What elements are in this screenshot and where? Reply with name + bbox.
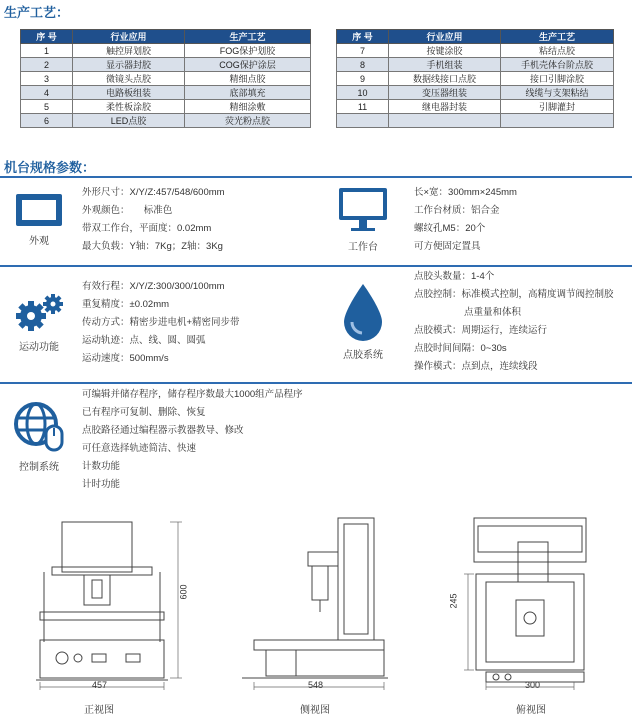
cell-index: 4 xyxy=(21,86,73,100)
spec-line: 计时功能 xyxy=(82,479,121,490)
motion-label: 运动功能 xyxy=(19,342,59,353)
cell-industry xyxy=(389,114,501,128)
control-spec-list xyxy=(82,386,303,494)
cell-industry: 电路板组装 xyxy=(73,86,185,100)
monitor-icon xyxy=(337,186,389,234)
table-row xyxy=(21,44,311,58)
col-header-industry: 行业应用 xyxy=(389,30,501,44)
specs-section-title: 机台规格参数： xyxy=(4,160,96,175)
top-view-drawing xyxy=(446,512,616,692)
divider xyxy=(0,176,632,178)
spec-line: 点胶路径通过编程器示教器教导、修改 xyxy=(82,425,244,436)
appearance-block xyxy=(8,192,70,247)
cell-index: 3 xyxy=(21,72,73,86)
spec-line: 工作台材质：铝合金 xyxy=(414,205,500,216)
divider xyxy=(0,265,632,267)
cell-industry: LED点胶 xyxy=(73,114,185,128)
spec-line: 最大负载：Y轴：7Kg；Z轴：3Kg xyxy=(82,241,223,252)
cell-process xyxy=(501,114,614,128)
spec-line: 点胶控制：标准模式控制，高精度调节阀控制胶 xyxy=(414,289,614,300)
control-label: 控制系统 xyxy=(19,462,59,473)
table-row xyxy=(21,72,311,86)
cell-index: 10 xyxy=(337,86,389,100)
cell-process: 引脚灌封 xyxy=(501,100,614,114)
cell-industry: 继电器封装 xyxy=(389,100,501,114)
worktable-block xyxy=(330,186,396,253)
cell-process: 底部填充 xyxy=(185,86,311,100)
table-row xyxy=(337,100,614,114)
cell-industry: 显示器封胶 xyxy=(73,58,185,72)
cell-index: 2 xyxy=(21,58,73,72)
dispense-label: 点胶系统 xyxy=(343,350,383,361)
side-width-dim: 548 xyxy=(308,680,324,690)
cell-process: FOG保护划胶 xyxy=(185,44,311,58)
control-block xyxy=(6,398,72,473)
spec-line: 点重量和体积 xyxy=(464,307,522,318)
table-row xyxy=(21,114,311,128)
cell-industry: 触控屏划胶 xyxy=(73,44,185,58)
worktable-label: 工作台 xyxy=(348,242,378,253)
droplet-icon xyxy=(340,282,386,342)
front-view-drawing xyxy=(22,512,202,692)
cell-index: 5 xyxy=(21,100,73,114)
spec-line: 外观颜色： 标准色 xyxy=(82,205,173,216)
cell-index: 1 xyxy=(21,44,73,58)
side-view-caption: 侧视图 xyxy=(300,705,330,716)
spec-line: 有效行程：X/Y/Z:300/300/100mm xyxy=(82,281,225,292)
spec-line: 可编辑并储存程序，储存程序数最大1000组产品程序 xyxy=(82,389,303,400)
cell-industry: 微镜头点胶 xyxy=(73,72,185,86)
col-header-process: 生产工艺 xyxy=(185,30,311,44)
spec-line: 已有程序可复制、删除、恢复 xyxy=(82,407,206,418)
cell-process: 精细涂敷 xyxy=(185,100,311,114)
spec-line: 计数功能 xyxy=(82,461,121,472)
cell-index xyxy=(337,114,389,128)
table-row xyxy=(337,58,614,72)
process-table-right xyxy=(336,29,614,128)
front-height-dim: 600 xyxy=(178,584,189,600)
process-table-left xyxy=(20,29,311,128)
table-row xyxy=(21,58,311,72)
table-row xyxy=(337,86,614,100)
dispense-spec-list xyxy=(414,268,614,376)
table-row xyxy=(337,44,614,58)
spec-line: 外形尺寸：X/Y/Z:457/548/600mm xyxy=(82,187,225,198)
top-depth-dim: 245 xyxy=(448,593,459,609)
front-width-dim: 457 xyxy=(92,680,108,690)
divider xyxy=(0,382,632,384)
motion-block xyxy=(8,292,70,353)
cell-industry: 变压器组装 xyxy=(389,86,501,100)
cell-industry: 柔性板涂胶 xyxy=(73,100,185,114)
col-header-index: 序 号 xyxy=(337,30,389,44)
cell-industry: 数据线接口点胶 xyxy=(389,72,501,86)
spec-line: 点胶头数量：1-4个 xyxy=(414,271,495,282)
front-view-caption: 正视图 xyxy=(84,705,114,716)
spec-line: 点胶时间间隔：0~30s xyxy=(414,343,507,354)
spec-line: 重复精度：±0.02mm xyxy=(82,299,170,310)
table-row xyxy=(21,100,311,114)
cell-process: 粘结点胶 xyxy=(501,44,614,58)
col-header-process: 生产工艺 xyxy=(501,30,614,44)
table-row xyxy=(337,114,614,128)
col-header-index: 序 号 xyxy=(21,30,73,44)
process-section-title: 生产工艺： xyxy=(4,5,70,20)
table-row xyxy=(21,86,311,100)
spec-line: 点胶模式：周期运行，连续运行 xyxy=(414,325,548,336)
worktable-spec-list xyxy=(414,184,517,256)
cell-process: 荧光粉点胶 xyxy=(185,114,311,128)
spec-line: 操作模式：点到点，连续线段 xyxy=(414,361,538,372)
dispense-block xyxy=(330,282,396,361)
spec-line: 螺纹孔M5：20个 xyxy=(414,223,486,234)
cell-process: 接口引脚涂胶 xyxy=(501,72,614,86)
spec-line: 运动轨迹：点、线、圆、圆弧 xyxy=(82,335,206,346)
cell-process: 线缆与支架粘结 xyxy=(501,86,614,100)
spec-line: 运动速度：500mm/s xyxy=(82,353,169,364)
cell-index: 11 xyxy=(337,100,389,114)
gears-icon xyxy=(13,292,65,334)
cell-industry: 手机组装 xyxy=(389,58,501,72)
appearance-label: 外观 xyxy=(29,236,49,247)
cell-process: COG保护涂层 xyxy=(185,58,311,72)
spec-line: 长×宽：300mm×245mm xyxy=(414,187,517,198)
top-view-caption: 俯视图 xyxy=(516,705,546,716)
cell-index: 9 xyxy=(337,72,389,86)
cell-process: 精细点胶 xyxy=(185,72,311,86)
spec-line: 可任意选择轨迹简洁、快速 xyxy=(82,443,197,454)
side-view-drawing xyxy=(236,512,396,692)
cell-index: 7 xyxy=(337,44,389,58)
motion-spec-list xyxy=(82,278,240,368)
top-width-dim: 300 xyxy=(525,680,541,690)
frame-icon xyxy=(14,192,64,228)
globe-mouse-icon xyxy=(12,398,66,454)
spec-line: 可方便固定置具 xyxy=(414,241,481,252)
table-row xyxy=(337,72,614,86)
spec-line: 带双工作台，平面度：0.02mm xyxy=(82,223,212,234)
cell-process: 手机壳体台阶点胶 xyxy=(501,58,614,72)
cell-index: 6 xyxy=(21,114,73,128)
col-header-industry: 行业应用 xyxy=(73,30,185,44)
cell-industry: 按键涂胶 xyxy=(389,44,501,58)
spec-line: 传动方式：精密步进电机+精密同步带 xyxy=(82,317,240,328)
appearance-spec-list xyxy=(82,184,225,256)
cell-index: 8 xyxy=(337,58,389,72)
